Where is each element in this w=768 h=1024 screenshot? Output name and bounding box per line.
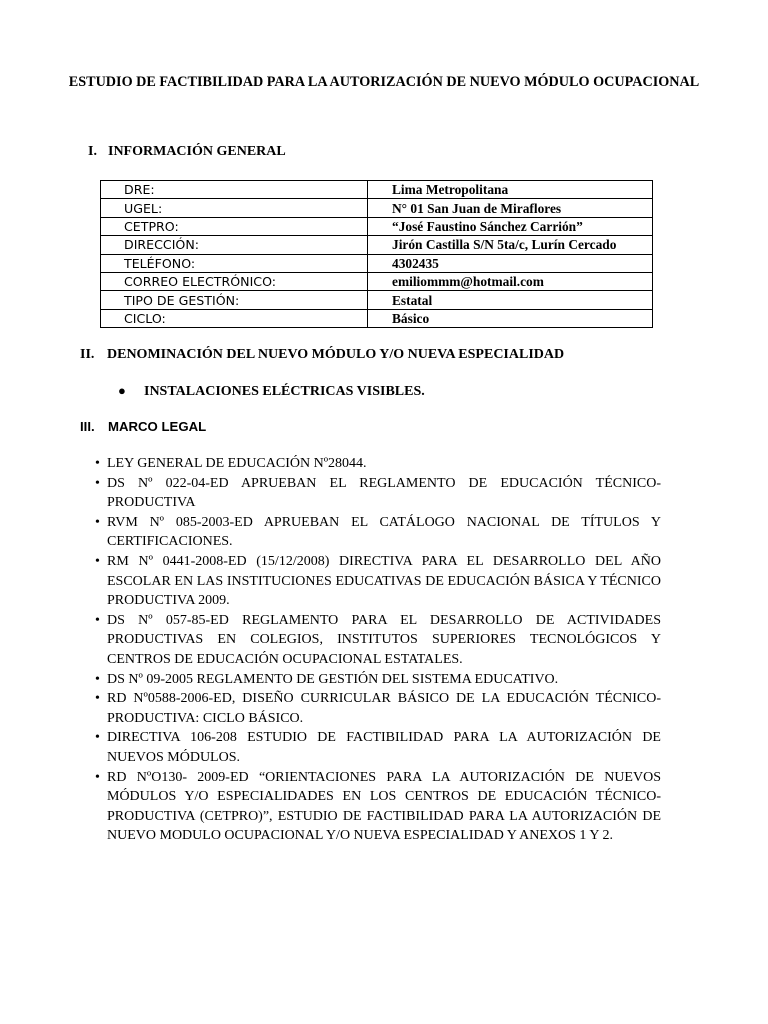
section-title: INFORMACIÓN GENERAL [108, 144, 286, 159]
section-title: MARCO LEGAL [108, 419, 207, 434]
section-heading-module-name [80, 347, 564, 363]
specialty-item [118, 383, 425, 400]
info-row [101, 254, 653, 272]
info-row [101, 236, 653, 254]
legal-item-text: LEY GENERAL DE EDUCACIÓN Nº28044. [107, 456, 367, 471]
legal-item-text: DS Nº 022-04-ED APRUEBAN EL REGLAMENTO DE EDUCACIÓN TÉCNICO-PRODUCTIVA [107, 475, 661, 511]
bullet-icon: • [95, 514, 100, 530]
section-title: DENOMINACIÓN DEL NUEVO MÓDULO Y/O NUEVA ESPECIALIDAD [107, 347, 565, 362]
legal-item-text: RM Nº 0441-2008-ED (15/12/2008) DIRECTIVA PARA EL DESARROLLO DEL AÑO ESCOLAR EN LAS INSTITUCIONES EDUCATIVAS DE EDUCACIÓN BÁSICA Y TÉCNICO PRODUCTIVA 2009. [107, 553, 661, 609]
info-row [101, 181, 653, 199]
list-item [95, 474, 661, 513]
info-row [101, 272, 653, 290]
legal-item-text: RD Nº0588-2006-ED, DISEÑO CURRICULAR BÁSICO DE LA EDUCACIÓN TÉCNICO-PRODUCTIVA: CICLO BÁSICO. [107, 691, 661, 726]
section-heading-legal-framework [80, 419, 206, 434]
list-item [95, 768, 661, 846]
bullet-icon: • [95, 475, 100, 491]
info-value: emiliommm@hotmail.com [368, 272, 653, 290]
bullet-icon: • [95, 612, 100, 628]
legal-framework-list [95, 454, 661, 846]
info-label: DIRECCIÓN: [101, 236, 368, 254]
info-row [101, 199, 653, 217]
info-label: TELÉFONO: [101, 254, 368, 272]
section-heading-general-info [88, 144, 286, 160]
section-number: II. [80, 347, 95, 362]
legal-item-text: RD NºO130- 2009-ED “ORIENTACIONES PARA LA AUTORIZACIÓN DE NUEVOS MÓDULOS Y/O ESPECIALIDADES EN LOS CENTROS DE EDUCACIÓN TÉCNICO-PRODUCTIVA (CETPRO)”, ESTUDIO DE FACTIBILIDAD PARA LA AUTORIZACIÓN DE NUEVO MODULO OCUPACIONAL Y/O NUEVA ESPECIALIDAD Y ANEXOS 1 Y 2. [107, 769, 661, 844]
bullet-icon: • [95, 730, 100, 746]
list-item [95, 728, 661, 767]
list-item [95, 552, 661, 611]
info-row [101, 309, 653, 327]
info-label: TIPO DE GESTIÓN: [101, 291, 368, 309]
info-value: Estatal [368, 291, 653, 309]
section-number: I. [88, 144, 97, 159]
legal-item-text: DS Nº 057-85-ED REGLAMENTO PARA EL DESARROLLO DE ACTIVIDADES PRODUCTIVAS EN COLEGIOS, INSTITUTOS SUPERIORES TECNOLÓGICOS Y CENTROS DE EDUCACIÓN OCUPACIONAL ESTATALES. [107, 612, 661, 667]
list-item [95, 611, 661, 670]
info-value: N° 01 San Juan de Miraflores [368, 199, 653, 217]
bullet-icon: • [95, 691, 100, 707]
info-value: “José Faustino Sánchez Carrión” [368, 217, 653, 235]
bullet-icon: • [95, 671, 100, 687]
info-label: CETPRO: [101, 217, 368, 235]
info-label: UGEL: [101, 199, 368, 217]
info-row [101, 217, 653, 235]
bullet-icon: ● [118, 383, 126, 398]
info-label: DRE: [101, 181, 368, 199]
list-item [95, 513, 661, 552]
info-value: 4302435 [368, 254, 653, 272]
bullet-icon: • [95, 456, 100, 471]
list-item [95, 670, 661, 690]
info-label: CORREO ELECTRÓNICO: [101, 272, 368, 290]
bullet-icon: • [95, 769, 100, 785]
info-value: Jirón Castilla S/N 5ta/c, Lurín Cercado [368, 236, 653, 254]
legal-item-text: RVM Nº 085-2003-ED APRUEBAN EL CATÁLOGO NACIONAL DE TÍTULOS Y CERTIFICACIONES. [107, 514, 661, 550]
general-info-table [100, 180, 653, 328]
specialty-text: INSTALACIONES ELÉCTRICAS VISIBLES. [144, 384, 425, 399]
info-value: Básico [368, 309, 653, 327]
list-item [95, 689, 661, 728]
info-value: Lima Metropolitana [368, 181, 653, 199]
document-title: ESTUDIO DE FACTIBILIDAD PARA LA AUTORIZACIÓN DE NUEVO MÓDULO OCUPACIONAL [68, 74, 700, 90]
info-label: CICLO: [101, 309, 368, 327]
list-item [95, 454, 661, 474]
info-row [101, 291, 653, 309]
legal-item-text: DS Nº 09-2005 REGLAMENTO DE GESTIÓN DEL SISTEMA EDUCATIVO. [107, 671, 559, 687]
bullet-icon: • [95, 553, 100, 569]
section-number: III. [80, 419, 95, 434]
legal-item-text: DIRECTIVA 106-208 ESTUDIO DE FACTIBILIDAD PARA LA AUTORIZACIÓN DE NUEVOS MÓDULOS. [107, 730, 661, 765]
